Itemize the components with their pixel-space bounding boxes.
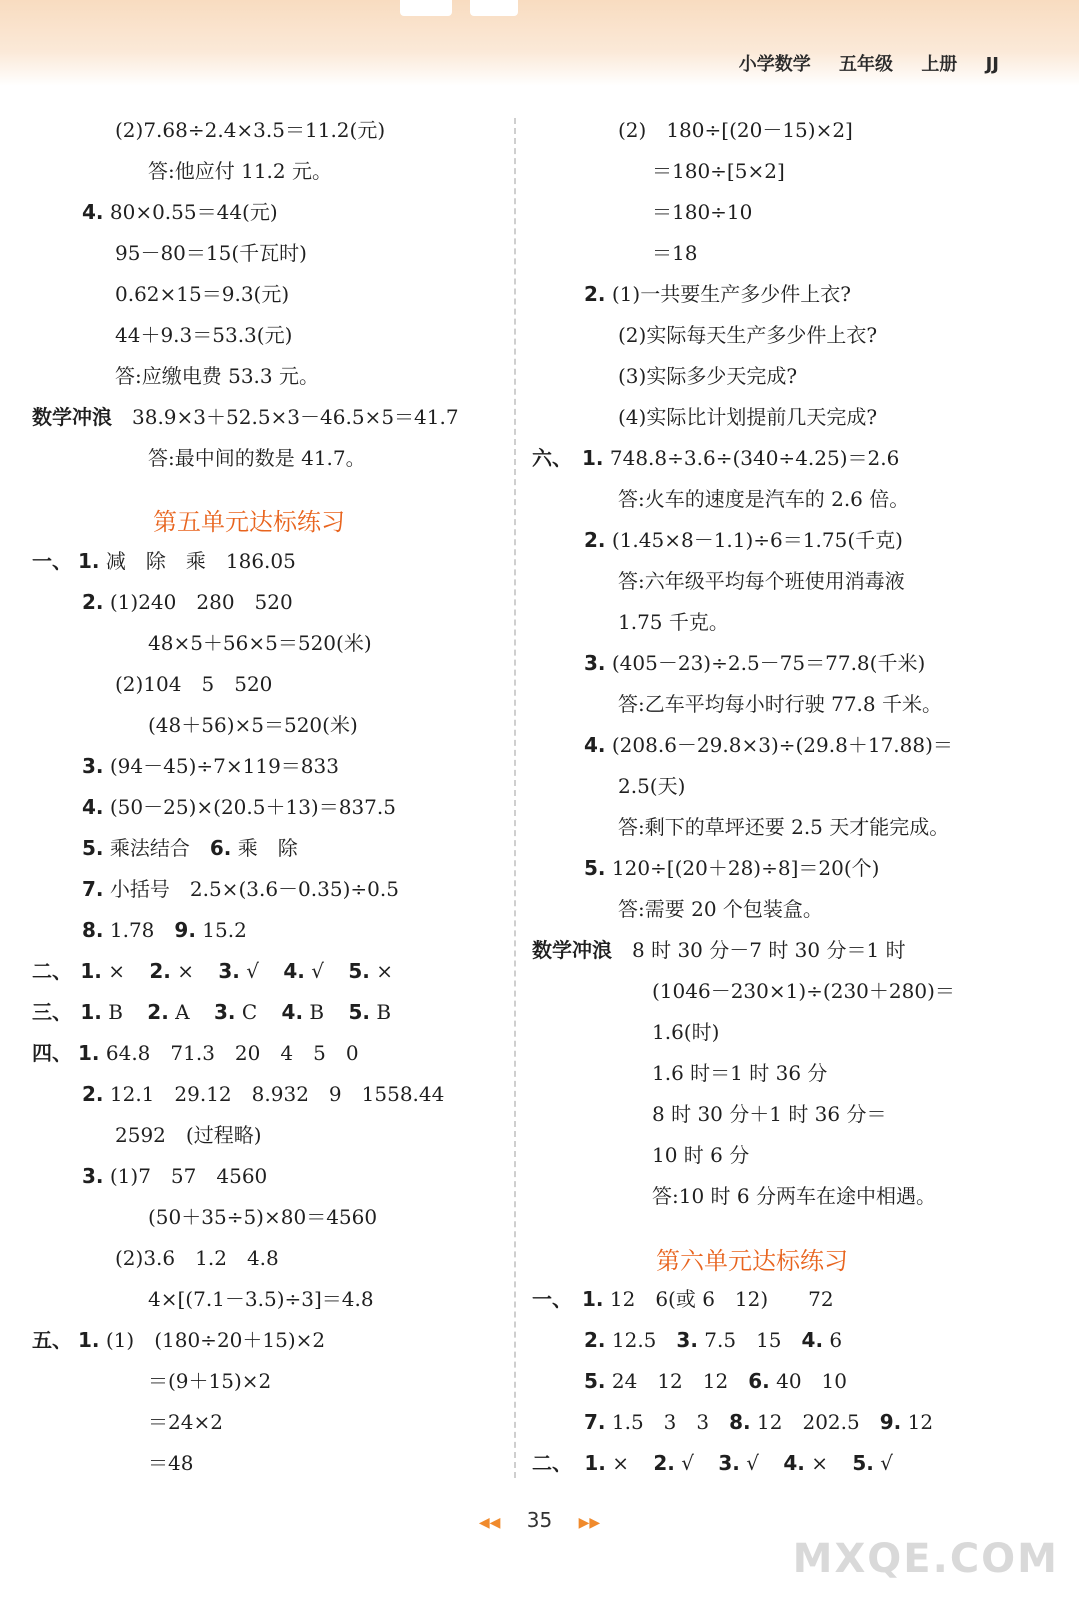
bonus-label: 数学冲浪 — [32, 405, 112, 429]
answer-text: 乘法结合 — [109, 836, 190, 860]
answer-text: 64.8 71.3 20 4 5 0 — [105, 1041, 359, 1065]
answer-text: (1)一共要生产多少件上衣? — [611, 282, 851, 306]
answer-text: 1.5 3 3 — [611, 1410, 710, 1434]
item-number: 9. — [174, 918, 196, 942]
subject-label: 小学数学 — [738, 54, 811, 75]
header-band — [0, 0, 1079, 86]
part-label: 二、 — [532, 1451, 572, 1475]
item-number: 5. — [348, 959, 370, 983]
answer-line: (2)3.6 1.2 4.8 — [115, 1246, 279, 1270]
answer-mark: √ — [246, 959, 259, 983]
item-number: 3. — [584, 651, 606, 675]
answer-line: 4×[(7.1－3.5)÷3]＝4.8 — [148, 1287, 374, 1311]
answer-text: (1)7 57 4560 — [109, 1164, 268, 1188]
answer-mark: √ — [746, 1451, 759, 1475]
answer-line — [532, 443, 899, 473]
answer-line — [584, 525, 903, 555]
answer-text: 1.78 — [109, 918, 155, 942]
answer-line: 1.6(时) — [652, 1020, 720, 1044]
item-number: 2. — [584, 1328, 606, 1352]
answer-line: 95－80＝15(千瓦时) — [115, 241, 307, 265]
answer-mark: B — [309, 1000, 325, 1024]
item-number: 9. — [879, 1410, 902, 1434]
answer-text: 6 — [829, 1328, 843, 1352]
page-number: 35 — [526, 1508, 553, 1532]
item-number: 6. — [209, 836, 232, 860]
answer-line: 1.6 时＝1 时 36 分 — [652, 1061, 828, 1085]
part-label: 六、 — [532, 446, 572, 470]
answer-mark: × — [612, 1451, 629, 1475]
answer-text: 12.5 — [611, 1328, 657, 1352]
answer-mark: × — [108, 959, 125, 983]
answer-line — [82, 874, 399, 904]
answer-text: 80×0.55＝44(元) — [109, 200, 278, 224]
item-number: 4. — [801, 1328, 824, 1352]
item-number: 2. — [82, 590, 104, 614]
answer-line — [532, 1284, 834, 1314]
answer-line: (3)实际多少天完成? — [618, 364, 798, 388]
part-label: 三、 — [32, 1000, 72, 1024]
item-number: 1. — [582, 446, 604, 470]
answer-mark: √ — [311, 959, 324, 983]
answer-line: 答:10 时 6 分两车在途中相遇。 — [652, 1184, 936, 1208]
item-number: 4. — [584, 733, 606, 757]
section-title: 第五单元达标练习 — [153, 508, 345, 536]
item-number: 2. — [653, 1451, 675, 1475]
answer-line: 答:最中间的数是 41.7。 — [148, 446, 366, 470]
answer-mark: C — [241, 1000, 258, 1024]
item-number: 8. — [82, 918, 104, 942]
answer-line: (2)104 5 520 — [115, 672, 273, 696]
item-number: 5. — [852, 1451, 874, 1475]
answer-line: 10 时 6 分 — [652, 1143, 750, 1167]
answer-text: 38.9×3＋52.5×3－46.5×5＝41.7 — [132, 405, 459, 429]
item-number: 5. — [348, 1000, 370, 1024]
answer-mark: √ — [681, 1451, 694, 1475]
answer-line: 0.62×15＝9.3(元) — [115, 282, 290, 306]
answer-text: (1)240 280 520 — [109, 590, 293, 614]
bonus-label: 数学冲浪 — [532, 938, 612, 962]
answer-text: (1.45×8－1.1)÷6＝1.75(千克) — [611, 528, 903, 552]
prev-page-icon[interactable]: ◀◀ — [478, 1515, 501, 1531]
answer-line: (4)实际比计划提前几天完成? — [618, 405, 878, 429]
answer-line: 8 时 30 分＋1 时 36 分＝ — [652, 1102, 887, 1126]
item-number: 1. — [78, 1041, 100, 1065]
answer-line — [82, 915, 247, 945]
answer-line — [584, 648, 925, 678]
item-number: 3. — [718, 1451, 740, 1475]
answer-line — [584, 853, 879, 883]
answer-line: (50＋35÷5)×80＝4560 — [148, 1205, 378, 1229]
answer-text: 12 202.5 — [757, 1410, 860, 1434]
answer-line: ＝180÷10 — [652, 200, 753, 224]
answer-line — [82, 751, 339, 781]
answer-line: ＝48 — [148, 1451, 194, 1475]
item-number: 3. — [82, 754, 104, 778]
grade-label: 五年级 — [839, 54, 894, 75]
item-number: 1. — [80, 959, 102, 983]
item-number: 1. — [78, 549, 100, 573]
answer-line — [82, 587, 293, 617]
answer-line — [82, 833, 298, 863]
next-page-icon[interactable]: ▶▶ — [578, 1515, 601, 1531]
answer-line — [32, 546, 296, 576]
answer-text: 748.8÷3.6÷(340÷4.25)＝2.6 — [609, 446, 900, 470]
answer-text: 24 12 12 — [611, 1369, 729, 1393]
watermark-logo: MXQE.COM — [792, 1536, 1059, 1582]
part-label: 五、 — [32, 1328, 72, 1352]
column-divider — [514, 118, 516, 1478]
item-number: 5. — [584, 1369, 606, 1393]
answer-text: 120÷[(20＋28)÷8]＝20(个) — [611, 856, 880, 880]
item-number: 2. — [584, 282, 606, 306]
answer-mark: × — [376, 959, 393, 983]
item-number: 5. — [82, 836, 104, 860]
part-label: 二、 — [32, 959, 72, 983]
answer-text: 小括号 2.5×(3.6－0.35)÷0.5 — [109, 877, 399, 901]
answer-line — [32, 402, 459, 432]
answer-line — [82, 197, 278, 227]
answer-line: (2)实际每天生产多少件上衣? — [618, 323, 878, 347]
answer-text: (405－23)÷2.5－75＝77.8(千米) — [611, 651, 926, 675]
answer-line: 答:应缴电费 53.3 元。 — [115, 364, 319, 388]
answer-line: 答:需要 20 个包装盒。 — [618, 897, 823, 921]
answer-line — [32, 956, 393, 986]
header-tab — [470, 0, 518, 16]
answer-line: 答:火车的速度是汽车的 2.6 倍。 — [618, 487, 910, 511]
answer-text: (1) (180÷20＋15)×2 — [105, 1328, 326, 1352]
item-number: 6. — [748, 1369, 770, 1393]
answer-line — [584, 279, 851, 309]
item-number: 3. — [213, 1000, 236, 1024]
answer-text: 15.2 — [202, 918, 247, 942]
answer-line: 2.5(天) — [618, 774, 686, 798]
item-number: 4. — [783, 1451, 805, 1475]
answer-text: 7.5 15 — [704, 1328, 782, 1352]
answer-text: 8 时 30 分－7 时 30 分＝1 时 — [632, 938, 906, 962]
part-label: 一、 — [32, 549, 72, 573]
header-info — [717, 50, 999, 76]
answer-line — [584, 1407, 933, 1437]
answer-text: 12.1 29.12 8.932 9 1558.44 — [109, 1082, 445, 1106]
edition-label: JJ — [985, 54, 999, 75]
item-number: 2. — [147, 1000, 169, 1024]
part-label: 四、 — [32, 1041, 72, 1065]
answer-line — [32, 1038, 359, 1068]
answer-line — [584, 730, 953, 760]
volume-label: 上册 — [921, 54, 958, 75]
answer-text: (208.6－29.8×3)÷(29.8＋17.88)＝ — [611, 733, 953, 757]
item-number: 4. — [281, 1000, 304, 1024]
answer-line — [532, 1448, 893, 1478]
answer-line: 答:乙车平均每小时行驶 77.8 千米。 — [618, 692, 942, 716]
item-number: 2. — [82, 1082, 104, 1106]
answer-line: ＝24×2 — [148, 1410, 223, 1434]
page-footer — [0, 1508, 1079, 1532]
item-number: 4. — [283, 959, 305, 983]
answer-line: ＝18 — [652, 241, 698, 265]
answer-line — [32, 997, 391, 1027]
header-tab — [400, 0, 452, 16]
answer-line: 1.75 千克。 — [618, 610, 729, 634]
answer-line: (1046－230×1)÷(230＋280)＝ — [652, 979, 955, 1003]
answer-mark: × — [811, 1451, 828, 1475]
item-number: 1. — [584, 1451, 606, 1475]
item-number: 7. — [584, 1410, 606, 1434]
answer-line: 答:他应付 11.2 元。 — [148, 159, 332, 183]
item-number: 2. — [149, 959, 171, 983]
answer-line: 44＋9.3＝53.3(元) — [115, 323, 293, 347]
answer-line: (48＋56)×5＝520(米) — [148, 713, 358, 737]
answer-text: 40 10 — [776, 1369, 848, 1393]
part-label: 一、 — [532, 1287, 572, 1311]
answer-text: 减 除 乘 186.05 — [105, 549, 296, 573]
answer-text: 12 6(或 6 12) 72 — [609, 1287, 834, 1311]
item-number: 1. — [582, 1287, 604, 1311]
item-number: 3. — [218, 959, 240, 983]
answer-mark: × — [177, 959, 194, 983]
item-number: 1. — [80, 1000, 102, 1024]
answer-line — [532, 935, 906, 965]
item-number: 4. — [82, 200, 104, 224]
answer-mark: A — [175, 1000, 190, 1024]
answer-line: 48×5＋56×5＝520(米) — [148, 631, 372, 655]
answer-line: ＝(9＋15)×2 — [148, 1369, 272, 1393]
answer-line: (2)7.68÷2.4×3.5＝11.2(元) — [115, 118, 386, 142]
answer-mark: B — [376, 1000, 392, 1024]
answer-mark: √ — [880, 1451, 893, 1475]
answer-line — [82, 792, 396, 822]
answer-line — [584, 1325, 842, 1355]
item-number: 3. — [82, 1164, 104, 1188]
item-number: 5. — [584, 856, 606, 880]
answer-line: 2592 (过程略) — [115, 1123, 262, 1147]
item-number: 4. — [82, 795, 104, 819]
item-number: 3. — [676, 1328, 698, 1352]
answer-line — [584, 1366, 847, 1396]
answer-text: 12 — [907, 1410, 934, 1434]
answer-line: (2) 180÷[(20－15)×2] — [618, 118, 853, 142]
answer-line — [82, 1161, 267, 1191]
item-number: 1. — [78, 1328, 100, 1352]
answer-line — [32, 1325, 325, 1355]
section-title: 第六单元达标练习 — [656, 1247, 848, 1275]
answer-line: 答:剩下的草坪还要 2.5 天才能完成。 — [618, 815, 950, 839]
answer-text: (50－25)×(20.5＋13)＝837.5 — [109, 795, 396, 819]
answer-text: (94－45)÷7×119＝833 — [109, 754, 339, 778]
item-number: 7. — [82, 877, 104, 901]
answer-mark: B — [108, 1000, 123, 1024]
item-number: 8. — [729, 1410, 751, 1434]
answer-line: 答:六年级平均每个班使用消毒液 — [618, 569, 905, 593]
item-number: 2. — [584, 528, 606, 552]
answer-text: 乘 除 — [237, 836, 298, 860]
answer-line — [82, 1079, 444, 1109]
answer-line: ＝180÷[5×2] — [652, 159, 785, 183]
